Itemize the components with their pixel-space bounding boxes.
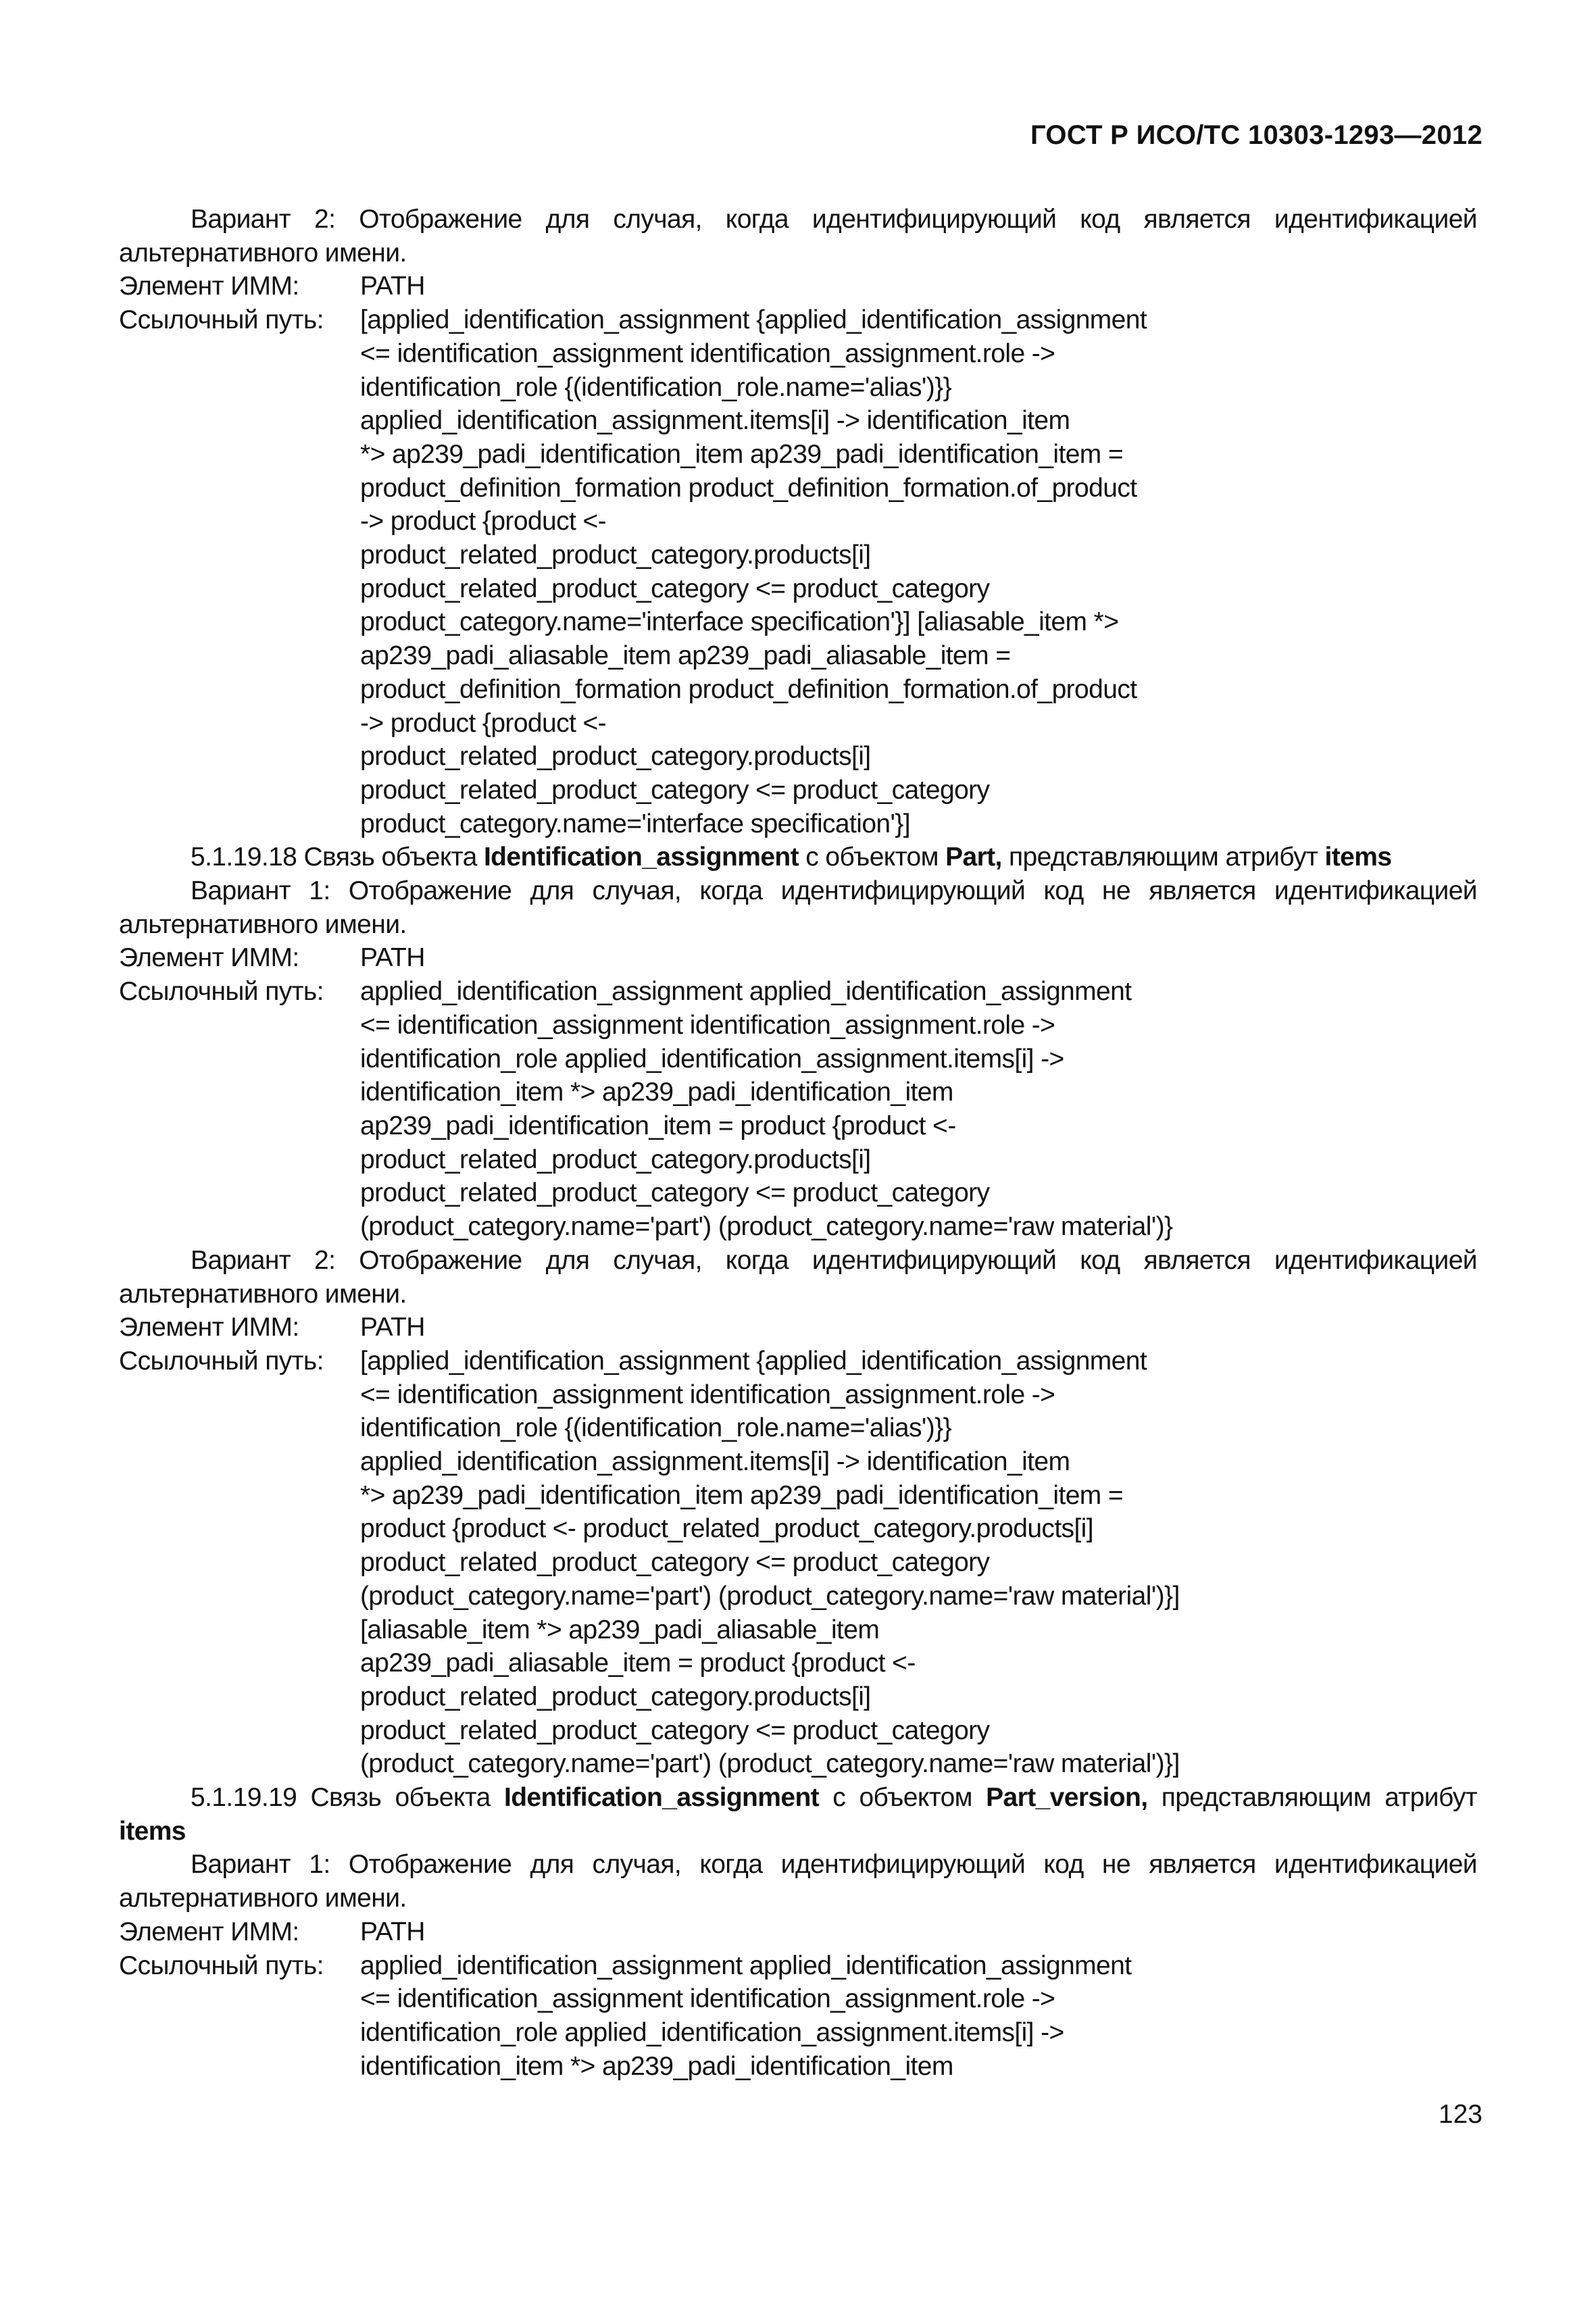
mapping-block — [119, 1781, 1477, 2083]
path-line: ap239_padi_identification_item = product {product <- — [360, 1111, 956, 1140]
path-line: identification_role applied_identification_assignment.items[i] -> — [360, 2017, 1064, 2047]
path-line: product_category.name='interface specification'}] — [360, 809, 911, 838]
path-line: applied_identification_assignment.items[i] -> identification_item — [360, 406, 1070, 436]
path-line: product_related_product_category <= product_category — [360, 1548, 990, 1578]
element-value: PATH — [360, 943, 425, 973]
path-label: Ссылочный путь: — [119, 1951, 324, 1980]
heading-rest: представляющим атрибут — [1001, 842, 1325, 872]
path-row — [119, 1949, 1477, 2084]
path-row — [119, 303, 1477, 840]
path-line: applied_identification_assignment applied_identification_assignment — [360, 977, 1132, 1007]
path-line: product_related_product_category.products[i] — [360, 742, 871, 772]
path-line: -> product {product <- — [360, 507, 607, 536]
mapping-block — [119, 203, 1477, 840]
path-line: product_category.name='interface specification'}] [aliasable_item *> — [360, 607, 1119, 637]
path-lines — [360, 975, 1477, 1244]
path-line: product_related_product_category <= product_category — [360, 574, 990, 603]
variant-text: Вариант 2: Отображение для случая, когда идентифицирующий код является идентификацией альтернативного имени. — [119, 1245, 1477, 1309]
path-row — [119, 975, 1477, 1244]
path-label: Ссылочный путь: — [119, 1346, 324, 1376]
heading-attribute: items — [1324, 842, 1392, 872]
path-lines — [360, 1949, 1477, 2084]
path-line: <= identification_assignment identification_assignment.role -> — [360, 1380, 1055, 1409]
path-line: product {product <- product_related_product_category.products[i] — [360, 1514, 1093, 1544]
path-line: *> ap239_padi_identification_item ap239_padi_identification_item = — [360, 439, 1124, 469]
heading-object: Identification_assignment — [483, 842, 799, 872]
path-line: [applied_identification_assignment {applied_identification_assignment — [360, 305, 1147, 335]
path-lines — [360, 303, 1477, 840]
path-label: Ссылочный путь: — [119, 977, 324, 1007]
path-line: identification_role applied_identification_assignment.items[i] -> — [360, 1044, 1064, 1074]
path-line: product_related_product_category.products[i] — [360, 1682, 871, 1711]
path-line: (product_category.name='part') (product_category.name='raw material')}] — [360, 1749, 1180, 1779]
path-line: [applied_identification_assignment {applied_identification_assignment — [360, 1346, 1147, 1376]
path-line: <= identification_assignment identification_assignment.role -> — [360, 1984, 1055, 2014]
path-line: identification_item *> ap239_padi_identification_item — [360, 1078, 953, 1107]
path-line: ap239_padi_aliasable_item = product {product <- — [360, 1649, 916, 1678]
path-line: product_related_product_category <= product_category — [360, 775, 990, 805]
mapping-block — [119, 840, 1477, 1243]
element-value: PATH — [360, 1313, 425, 1342]
heading-object: Identification_assignment — [503, 1783, 820, 1813]
element-label: Элемент ИММ: — [119, 943, 299, 973]
mapping-block — [119, 1244, 1477, 1781]
element-row — [119, 1915, 1477, 1949]
path-line: (product_category.name='part') (product_category.name='raw material')}] — [360, 1581, 1180, 1611]
element-value: PATH — [360, 1917, 425, 1946]
path-line: ap239_padi_aliasable_item ap239_padi_aliasable_item = — [360, 641, 1011, 671]
page-content — [119, 203, 1477, 2083]
element-label: Элемент ИММ: — [119, 1313, 299, 1342]
path-row — [119, 1344, 1477, 1781]
variant-text: Вариант 2: Отображение для случая, когда идентифицирующий код является идентификацией альтернативного имени. — [119, 205, 1477, 268]
path-line: applied_identification_assignment applied_identification_assignment — [360, 1951, 1132, 1980]
path-line: product_related_product_category <= product_category — [360, 1715, 990, 1745]
path-label: Ссылочный путь: — [119, 305, 324, 335]
section-heading — [119, 840, 1477, 874]
path-line: *> ap239_padi_identification_item ap239_padi_identification_item = — [360, 1480, 1124, 1510]
heading-target: Part_version, — [986, 1783, 1148, 1813]
section-heading — [119, 1781, 1477, 1848]
path-line: applied_identification_assignment.items[i] -> identification_item — [360, 1447, 1070, 1477]
heading-number: 5.1.19.19 Связь объекта — [191, 1783, 504, 1813]
element-label: Элемент ИММ: — [119, 1917, 299, 1946]
heading-attribute: items — [119, 1816, 186, 1846]
path-line: identification_item *> ap239_padi_identification_item — [360, 2051, 953, 2081]
path-line: (product_category.name='part') (product_category.name='raw material')} — [360, 1212, 1173, 1242]
path-line: identification_role {(identification_role.name='alias')}} — [360, 372, 952, 402]
element-label: Элемент ИММ: — [119, 272, 299, 301]
element-row — [119, 941, 1477, 975]
path-line: product_related_product_category <= product_category — [360, 1178, 990, 1208]
path-line: product_definition_formation product_definition_formation.of_product — [360, 473, 1137, 503]
element-row — [119, 270, 1477, 303]
path-line: product_related_product_category.products[i] — [360, 1145, 871, 1174]
path-line: identification_role {(identification_role.name='alias')}} — [360, 1413, 952, 1443]
variant-text: Вариант 1: Отображение для случая, когда идентифицирующий код не является идентификацией альтернативного имени. — [119, 1850, 1477, 1913]
element-value: PATH — [360, 272, 425, 301]
heading-mid: с объектом — [799, 842, 946, 872]
standard-header: ГОСТ Р ИСО/ТС 10303-1293—2012 — [1030, 120, 1482, 150]
page-number: 123 — [1438, 2100, 1482, 2129]
path-line: <= identification_assignment identification_assignment.role -> — [360, 338, 1055, 368]
path-line: product_related_product_category.products[i] — [360, 540, 871, 570]
element-row — [119, 1311, 1477, 1344]
path-lines — [360, 1344, 1477, 1781]
heading-rest: представляющим атрибут — [1147, 1783, 1478, 1813]
variant-text: Вариант 1: Отображение для случая, когда идентифицирующий код не является идентификацией альтернативного имени. — [119, 876, 1477, 939]
path-line: [aliasable_item *> ap239_padi_aliasable_item — [360, 1615, 880, 1644]
path-line: -> product {product <- — [360, 708, 607, 738]
heading-mid: с объектом — [819, 1783, 987, 1813]
path-line: product_definition_formation product_definition_formation.of_product — [360, 674, 1137, 704]
path-line: <= identification_assignment identification_assignment.role -> — [360, 1010, 1055, 1040]
heading-number: 5.1.19.18 Связь объекта — [191, 842, 484, 872]
heading-target: Part, — [945, 842, 1002, 872]
